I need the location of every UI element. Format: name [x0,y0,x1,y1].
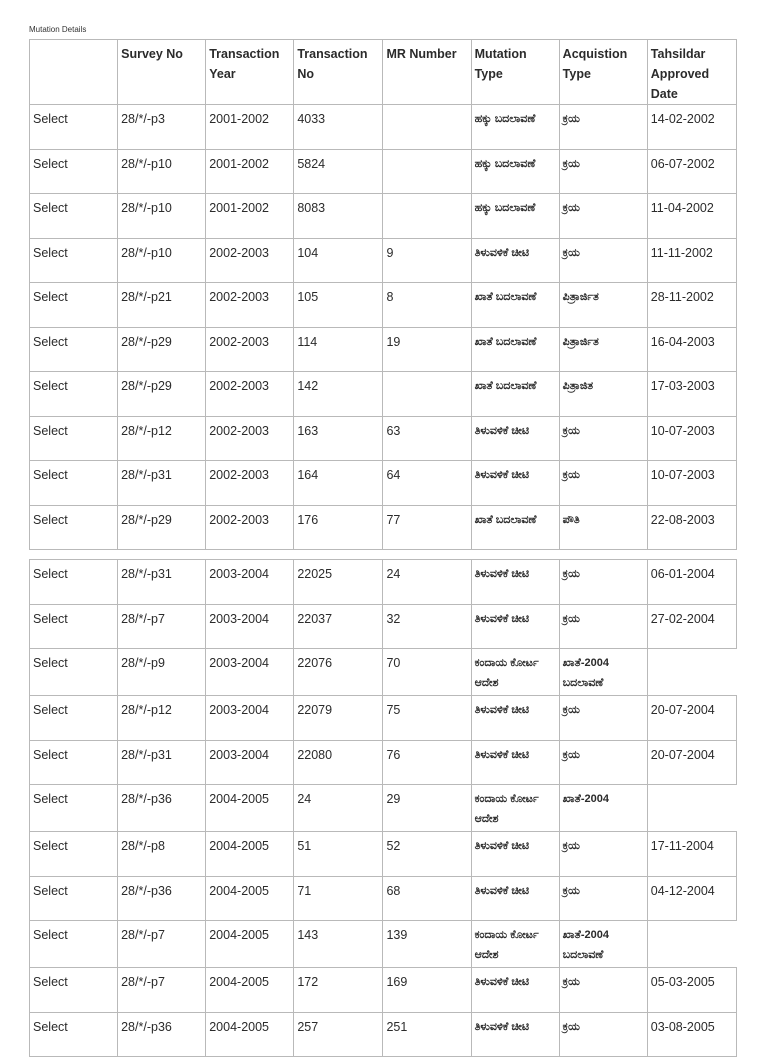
transaction-year-cell: 2004-2005 [206,1012,294,1057]
column-header [30,40,118,105]
mr-number-cell: 8 [383,283,471,328]
approved-date-cell: 10-07-2003 [647,461,736,506]
mutation-table-page-1 [29,39,737,550]
transaction-year-cell: 2002-2003 [206,372,294,417]
table-row [30,560,737,605]
survey-no-cell: 28/*/-p12 [118,416,206,461]
acquisition-type-cell: ಪೌತಿ [559,505,647,550]
transaction-year-cell: 2004-2005 [206,785,294,832]
table-header-row [30,40,737,105]
acquisition-type-cell: ಕ್ರಯ [559,194,647,239]
transaction-year-cell: 2002-2003 [206,505,294,550]
survey-no-cell: 28/*/-p29 [118,327,206,372]
mutation-type-cell: ತಿಳುವಳಿಕೆ ಚೀಟಿ [471,740,559,785]
mutation-type-cell: ತಿಳುವಳಿಕೆ ಚೀಟಿ [471,876,559,921]
mutation-type-cell: ತಿಳುವಳಿಕೆ ಚೀಟಿ [471,968,559,1013]
approved-date-cell: 16-04-2003 [647,327,736,372]
approved-date-cell: 27-02-2004 [647,604,736,649]
approved-date-cell: 22-08-2003 [647,505,736,550]
mr-number-cell: 19 [383,327,471,372]
mr-number-cell: 169 [383,968,471,1013]
transaction-year-cell: 2003-2004 [206,604,294,649]
select-link[interactable]: Select [30,785,118,832]
survey-no-cell: 28/*/-p21 [118,283,206,328]
table-row [30,105,737,150]
mr-number-cell: 52 [383,832,471,877]
select-link[interactable]: Select [30,604,118,649]
mutation-type-cell: ತಿಳುವಳಿಕೆ ಚೀಟಿ [471,604,559,649]
acquisition-type-cell: ಕ್ರಯ [559,416,647,461]
transaction-no-cell: 22076 [294,649,383,696]
mr-number-cell [383,194,471,239]
mutation-type-cell: ಖಾತೆ ಬದಲಾವಣೆ [471,283,559,328]
mutation-type-cell: ಕಂದಾಯ ಕೋರ್ಟ ಆದೇಶ [471,649,559,696]
approved-date-cell: 03-08-2005 [647,1012,736,1057]
mr-number-cell: 77 [383,505,471,550]
approved-date-cell: 28-11-2002 [647,283,736,328]
acquisition-type-cell: ಖಾತೆ-2004 ಬದಲಾವಣೆ [559,649,647,696]
mutation-type-cell: ತಿಳುವಳಿಕೆ ಚೀಟಿ [471,1012,559,1057]
transaction-no-cell: 257 [294,1012,383,1057]
table-caption: Mutation Details [29,25,87,34]
select-link[interactable]: Select [30,194,118,239]
table-row [30,149,737,194]
acquisition-type-cell: ಕ್ರಯ [559,560,647,605]
select-link[interactable]: Select [30,921,118,968]
table-row [30,505,737,550]
acquisition-type-cell: ಪಿತ್ರಾಜಿತ [559,372,647,417]
select-link[interactable]: Select [30,238,118,283]
transaction-year-cell: 2002-2003 [206,416,294,461]
transaction-no-cell: 4033 [294,105,383,150]
select-link[interactable]: Select [30,505,118,550]
table-row [30,461,737,506]
transaction-no-cell: 143 [294,921,383,968]
survey-no-cell: 28/*/-p7 [118,968,206,1013]
select-link[interactable]: Select [30,372,118,417]
acquisition-type-cell: ಕ್ರಯ [559,461,647,506]
select-link[interactable]: Select [30,876,118,921]
transaction-no-cell: 5824 [294,149,383,194]
mutation-type-cell: ಹಕ್ಕು ಬದಲಾವಣೆ [471,149,559,194]
column-header: Survey No [118,40,206,105]
transaction-year-cell: 2001-2002 [206,194,294,239]
table-row [30,876,737,921]
acquisition-type-cell: ಕ್ರಯ [559,604,647,649]
survey-no-cell: 28/*/-p10 [118,194,206,239]
table-row [30,785,737,832]
acquisition-type-cell: ಕ್ರಯ [559,832,647,877]
mutation-type-cell: ಕಂದಾಯ ಕೋರ್ಟ ಆದೇಶ [471,921,559,968]
mr-number-cell [383,372,471,417]
table-row [30,740,737,785]
survey-no-cell: 28/*/-p9 [118,649,206,696]
acquisition-type-cell: ಪಿತ್ರಾರ್ಜಿತ [559,327,647,372]
mutation-type-cell: ಖಾತೆ ಬದಲಾವಣೆ [471,327,559,372]
transaction-no-cell: 104 [294,238,383,283]
approved-date-cell: 05-03-2005 [647,968,736,1013]
approved-date-cell: 20-07-2004 [647,740,736,785]
transaction-year-cell: 2004-2005 [206,921,294,968]
acquisition-type-cell: ಕ್ರಯ [559,696,647,741]
approved-date-cell [647,921,736,968]
mutation-type-cell: ತಿಳುವಳಿಕೆ ಚೀಟಿ [471,416,559,461]
mutation-table-page-2 [29,559,737,1057]
mutation-type-cell: ಕಂದಾಯ ಕೋರ್ಟ ಆದೇಶ [471,785,559,832]
transaction-no-cell: 22080 [294,740,383,785]
mr-number-cell: 139 [383,921,471,968]
survey-no-cell: 28/*/-p3 [118,105,206,150]
approved-date-cell [647,649,736,696]
table-row [30,194,737,239]
select-link[interactable]: Select [30,1012,118,1057]
acquisition-type-cell: ಖಾತೆ-2004 [559,785,647,832]
approved-date-cell: 06-07-2002 [647,149,736,194]
transaction-year-cell: 2003-2004 [206,560,294,605]
column-header: MR Number [383,40,471,105]
approved-date-cell: 20-07-2004 [647,696,736,741]
mr-number-cell: 9 [383,238,471,283]
transaction-year-cell: 2002-2003 [206,461,294,506]
mr-number-cell: 251 [383,1012,471,1057]
column-header: Transaction Year [206,40,294,105]
table-row [30,372,737,417]
transaction-year-cell: 2001-2002 [206,149,294,194]
mr-number-cell: 75 [383,696,471,741]
transaction-no-cell: 22037 [294,604,383,649]
table-row [30,1012,737,1057]
survey-no-cell: 28/*/-p7 [118,921,206,968]
mr-number-cell [383,105,471,150]
acquisition-type-cell: ಕ್ರಯ [559,149,647,194]
mutation-type-cell: ತಿಳುವಳಿಕೆ ಚೀಟಿ [471,560,559,605]
survey-no-cell: 28/*/-p31 [118,461,206,506]
mutation-type-cell: ಹಕ್ಕು ಬದಲಾವಣೆ [471,194,559,239]
survey-no-cell: 28/*/-p36 [118,1012,206,1057]
acquisition-type-cell: ಕ್ರಯ [559,876,647,921]
transaction-year-cell: 2001-2002 [206,105,294,150]
transaction-no-cell: 24 [294,785,383,832]
mr-number-cell: 70 [383,649,471,696]
table-row [30,604,737,649]
mr-number-cell: 68 [383,876,471,921]
mr-number-cell: 29 [383,785,471,832]
survey-no-cell: 28/*/-p29 [118,505,206,550]
select-link[interactable]: Select [30,461,118,506]
survey-no-cell: 28/*/-p10 [118,149,206,194]
approved-date-cell: 14-02-2002 [647,105,736,150]
mutation-type-cell: ಖಾತೆ ಬದಲಾವಣೆ [471,372,559,417]
transaction-no-cell: 176 [294,505,383,550]
select-link[interactable]: Select [30,740,118,785]
table-row [30,921,737,968]
table-row [30,832,737,877]
table-row [30,238,737,283]
table-row [30,327,737,372]
acquisition-type-cell: ಕ್ರಯ [559,1012,647,1057]
transaction-year-cell: 2002-2003 [206,283,294,328]
transaction-no-cell: 142 [294,372,383,417]
transaction-no-cell: 114 [294,327,383,372]
mutation-type-cell: ಹಕ್ಕು ಬದಲಾವಣೆ [471,105,559,150]
approved-date-cell: 17-03-2003 [647,372,736,417]
acquisition-type-cell: ಕ್ರಯ [559,740,647,785]
transaction-no-cell: 22079 [294,696,383,741]
select-link[interactable]: Select [30,283,118,328]
mutation-type-cell: ಖಾತೆ ಬದಲಾವಣೆ [471,505,559,550]
transaction-year-cell: 2003-2004 [206,696,294,741]
table-row [30,649,737,696]
column-header: Transaction No [294,40,383,105]
survey-no-cell: 28/*/-p29 [118,372,206,417]
transaction-year-cell: 2002-2003 [206,327,294,372]
survey-no-cell: 28/*/-p31 [118,740,206,785]
transaction-year-cell: 2003-2004 [206,649,294,696]
mr-number-cell: 76 [383,740,471,785]
transaction-year-cell: 2004-2005 [206,876,294,921]
survey-no-cell: 28/*/-p36 [118,876,206,921]
approved-date-cell: 17-11-2004 [647,832,736,877]
transaction-no-cell: 163 [294,416,383,461]
transaction-year-cell: 2004-2005 [206,968,294,1013]
select-link[interactable]: Select [30,416,118,461]
mr-number-cell [383,149,471,194]
acquisition-type-cell: ಖಾತೆ-2004 ಬದಲಾವಣೆ [559,921,647,968]
acquisition-type-cell: ಕ್ರಯ [559,105,647,150]
mutation-type-cell: ತಿಳುವಳಿಕೆ ಚೀಟಿ [471,238,559,283]
approved-date-cell: 04-12-2004 [647,876,736,921]
survey-no-cell: 28/*/-p10 [118,238,206,283]
select-link[interactable]: Select [30,696,118,741]
transaction-year-cell: 2003-2004 [206,740,294,785]
survey-no-cell: 28/*/-p8 [118,832,206,877]
column-header: Mutation Type [471,40,559,105]
transaction-no-cell: 22025 [294,560,383,605]
transaction-no-cell: 105 [294,283,383,328]
survey-no-cell: 28/*/-p36 [118,785,206,832]
column-header: Tahsildar Approved Date [647,40,736,105]
select-link[interactable]: Select [30,832,118,877]
survey-no-cell: 28/*/-p31 [118,560,206,605]
transaction-year-cell: 2002-2003 [206,238,294,283]
approved-date-cell: 10-07-2003 [647,416,736,461]
survey-no-cell: 28/*/-p12 [118,696,206,741]
acquisition-type-cell: ಕ್ರಯ [559,968,647,1013]
mr-number-cell: 32 [383,604,471,649]
transaction-year-cell: 2004-2005 [206,832,294,877]
approved-date-cell: 11-11-2002 [647,238,736,283]
table-row [30,968,737,1013]
approved-date-cell [647,785,736,832]
transaction-no-cell: 51 [294,832,383,877]
mr-number-cell: 24 [383,560,471,605]
table-row [30,416,737,461]
approved-date-cell: 06-01-2004 [647,560,736,605]
mutation-type-cell: ತಿಳುವಳಿಕೆ ಚೀಟಿ [471,832,559,877]
transaction-no-cell: 164 [294,461,383,506]
table-row [30,283,737,328]
mutation-type-cell: ತಿಳುವಳಿಕೆ ಚೀಟಿ [471,461,559,506]
select-link[interactable]: Select [30,149,118,194]
transaction-no-cell: 172 [294,968,383,1013]
approved-date-cell: 11-04-2002 [647,194,736,239]
transaction-no-cell: 71 [294,876,383,921]
transaction-no-cell: 8083 [294,194,383,239]
mutation-type-cell: ತಿಳುವಳಿಕೆ ಚೀಟಿ [471,696,559,741]
select-link[interactable]: Select [30,105,118,150]
survey-no-cell: 28/*/-p7 [118,604,206,649]
select-link[interactable]: Select [30,560,118,605]
mr-number-cell: 64 [383,461,471,506]
table-row [30,696,737,741]
mr-number-cell: 63 [383,416,471,461]
select-link[interactable]: Select [30,649,118,696]
select-link[interactable]: Select [30,327,118,372]
acquisition-type-cell: ಕ್ರಯ [559,238,647,283]
column-header: Acquistion Type [559,40,647,105]
acquisition-type-cell: ಪಿತ್ರಾರ್ಜಿತ [559,283,647,328]
select-link[interactable]: Select [30,968,118,1013]
